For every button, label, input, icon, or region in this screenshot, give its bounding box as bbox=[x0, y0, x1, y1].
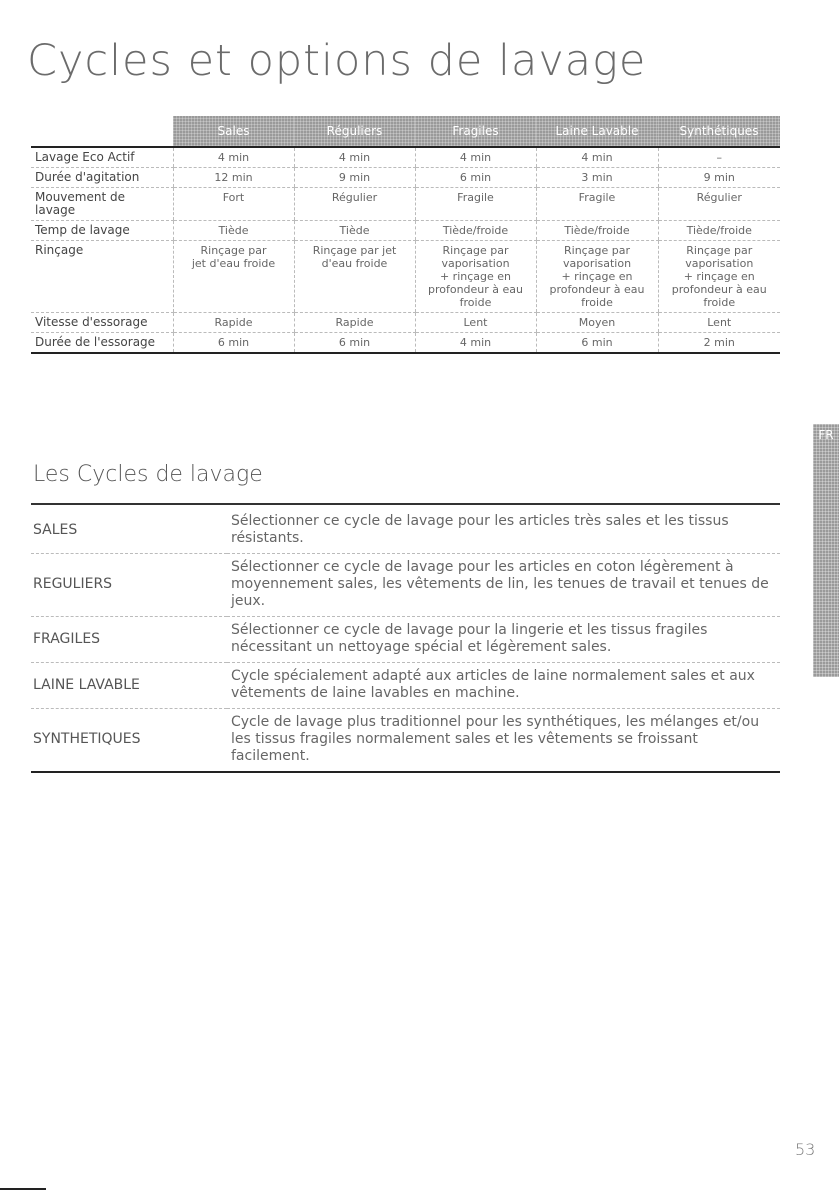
cell-line: Fragile bbox=[578, 191, 616, 204]
cell-line: Rinçage par bbox=[686, 244, 753, 257]
cycle-description: Sélectionner ce cycle de lavage pour la lingerie et les tissus fragiles nécessitant un nettoyage spécial et légèrement sales. bbox=[227, 617, 780, 663]
cell-line: Rapide bbox=[214, 316, 253, 329]
cell-line: Tiède/froide bbox=[564, 224, 630, 237]
table-cell bbox=[658, 241, 780, 313]
cycle-name: SYNTHETIQUES bbox=[31, 709, 227, 773]
cell-line: Rinçage par bbox=[564, 244, 630, 257]
cell-line: Tiède bbox=[339, 224, 370, 237]
cell-line: Régulier bbox=[696, 191, 742, 204]
cell-line: 6 min bbox=[217, 336, 250, 349]
cell-line: profondeur à eau bbox=[549, 283, 645, 296]
table-cell bbox=[658, 147, 780, 168]
header-synthetiques: Synthétiques bbox=[658, 116, 780, 147]
cell-line: vaporisation bbox=[441, 257, 510, 270]
cell-line: froide bbox=[459, 296, 492, 309]
cell-line: 4 min bbox=[459, 151, 492, 164]
table-cell bbox=[294, 313, 415, 333]
cell-line: 4 min bbox=[581, 151, 613, 164]
cell-line: Fragile bbox=[457, 191, 494, 204]
cell-line: 12 min bbox=[214, 171, 253, 184]
cycle-name: SALES bbox=[31, 508, 227, 554]
cell-line: 9 min bbox=[338, 171, 371, 184]
cell-line: Tiède/froide bbox=[686, 224, 752, 237]
table-cell bbox=[658, 168, 780, 188]
table-cell bbox=[536, 188, 658, 221]
cell-line: 6 min bbox=[459, 171, 492, 184]
language-tab-label: FR bbox=[818, 428, 834, 442]
table-row bbox=[31, 188, 780, 221]
cell-line: Moyen bbox=[578, 316, 616, 329]
cell-line: Rinçage par jet bbox=[312, 244, 397, 257]
cell-line: Régulier bbox=[331, 191, 378, 204]
table-cell bbox=[173, 313, 294, 333]
cell-line: Lent bbox=[707, 316, 732, 329]
table-cell bbox=[415, 147, 536, 168]
cell-line: jet d'eau froide bbox=[191, 257, 276, 270]
table-cell bbox=[415, 313, 536, 333]
table-cell bbox=[415, 241, 536, 313]
cycles-description-table bbox=[31, 508, 780, 773]
table-cell bbox=[536, 241, 658, 313]
cycle-name: REGULIERS bbox=[31, 554, 227, 617]
table-cell bbox=[536, 168, 658, 188]
cell-line: Tiède/froide bbox=[442, 224, 509, 237]
cycle-name: FRAGILES bbox=[31, 617, 227, 663]
cell-line: Rinçage par bbox=[442, 244, 509, 257]
table-row bbox=[31, 241, 780, 313]
table-cell bbox=[415, 333, 536, 354]
cycle-description: Sélectionner ce cycle de lavage pour les articles en coton légèrement à moyennement sales, les vêtements de lin, les tenues de travail et tenues de jeux. bbox=[227, 554, 780, 617]
cell-line: froide bbox=[703, 296, 736, 309]
table-cell bbox=[536, 147, 658, 168]
cycle-description: Cycle de lavage plus traditionnel pour les synthétiques, les mélanges et/ou les tissus fragiles normalement sales et les vêtements se froissant facilement. bbox=[227, 709, 780, 773]
cell-line: + rinçage en bbox=[561, 270, 633, 283]
cycle-row bbox=[31, 508, 780, 554]
table-cell bbox=[658, 188, 780, 221]
table-cell bbox=[658, 333, 780, 354]
cell-line: profondeur à eau bbox=[427, 283, 524, 296]
table-cell bbox=[415, 221, 536, 241]
cycle-row bbox=[31, 617, 780, 663]
cell-line: 6 min bbox=[338, 336, 371, 349]
table-row bbox=[31, 221, 780, 241]
cell-line: profondeur à eau bbox=[671, 283, 767, 296]
cycle-name: LAINE LAVABLE bbox=[31, 663, 227, 709]
row-label: Rinçage bbox=[31, 241, 173, 313]
table-cell bbox=[294, 241, 415, 313]
cell-line: 6 min bbox=[581, 336, 613, 349]
table-cell bbox=[294, 333, 415, 354]
table-cell bbox=[536, 313, 658, 333]
row-label: Durée d'agitation bbox=[31, 168, 173, 188]
cell-line: + rinçage en bbox=[439, 270, 512, 283]
cycles-section-title: Les Cycles de lavage bbox=[33, 462, 263, 487]
table-cell bbox=[173, 241, 294, 313]
row-label: Durée de l'essorage bbox=[31, 333, 173, 354]
row-label: Temp de lavage bbox=[31, 221, 173, 241]
table-cell bbox=[658, 313, 780, 333]
page-number: 53 bbox=[795, 1140, 816, 1159]
cell-line: Fort bbox=[222, 191, 245, 204]
table-row bbox=[31, 333, 780, 354]
cell-line: Rinçage par bbox=[200, 244, 267, 257]
table-row bbox=[31, 313, 780, 333]
table-cell bbox=[294, 221, 415, 241]
table-cell bbox=[536, 221, 658, 241]
table-cell bbox=[173, 188, 294, 221]
cell-line: d'eau froide bbox=[321, 257, 388, 270]
table-cell bbox=[173, 147, 294, 168]
table-cell bbox=[415, 188, 536, 221]
header-reguliers: Réguliers bbox=[294, 116, 415, 147]
table-cell bbox=[173, 333, 294, 354]
cycle-options-table bbox=[31, 116, 780, 354]
cycle-row bbox=[31, 709, 780, 773]
footer-rule bbox=[0, 1188, 46, 1190]
cycle-row bbox=[31, 554, 780, 617]
header-fragiles: Fragiles bbox=[415, 116, 536, 147]
header-laine-lavable: Laine Lavable bbox=[536, 116, 658, 147]
cycle-description: Sélectionner ce cycle de lavage pour les articles très sales et les tissus résistants. bbox=[227, 508, 780, 554]
cell-line: Rapide bbox=[335, 316, 374, 329]
table-cell bbox=[294, 188, 415, 221]
header-corner bbox=[31, 116, 173, 147]
table-cell bbox=[536, 333, 658, 354]
row-label: Lavage Eco Actif bbox=[31, 147, 173, 168]
table-header-row bbox=[31, 116, 780, 147]
row-label: Mouvement de lavage bbox=[31, 188, 173, 221]
cell-line: – bbox=[716, 151, 722, 164]
table-cell bbox=[294, 168, 415, 188]
page-title: Cycles et options de lavage bbox=[27, 36, 647, 86]
table-cell bbox=[658, 221, 780, 241]
table-cell bbox=[173, 168, 294, 188]
row-label: Vitesse d'essorage bbox=[31, 313, 173, 333]
cell-line: 3 min bbox=[581, 171, 613, 184]
table-row bbox=[31, 147, 780, 168]
cycle-description: Cycle spécialement adapté aux articles de laine normalement sales et aux vêtements de laine lavables en machine. bbox=[227, 663, 780, 709]
cell-line: 4 min bbox=[217, 151, 250, 164]
cell-line: 4 min bbox=[459, 336, 492, 349]
table-row bbox=[31, 168, 780, 188]
table-cell bbox=[415, 168, 536, 188]
cell-line: 2 min bbox=[703, 336, 735, 349]
section-rule bbox=[31, 503, 780, 505]
cell-line: + rinçage en bbox=[683, 270, 755, 283]
cycle-row bbox=[31, 663, 780, 709]
table-cell bbox=[294, 147, 415, 168]
cell-line: vaporisation bbox=[562, 257, 632, 270]
cell-line: froide bbox=[581, 296, 613, 309]
cell-line: 4 min bbox=[338, 151, 371, 164]
language-side-tab bbox=[813, 424, 839, 677]
header-sales: Sales bbox=[173, 116, 294, 147]
table-cell bbox=[173, 221, 294, 241]
cell-line: Lent bbox=[463, 316, 488, 329]
cell-line: vaporisation bbox=[685, 257, 754, 270]
cell-line: 9 min bbox=[703, 171, 735, 184]
cell-line: Tiède bbox=[218, 224, 249, 237]
